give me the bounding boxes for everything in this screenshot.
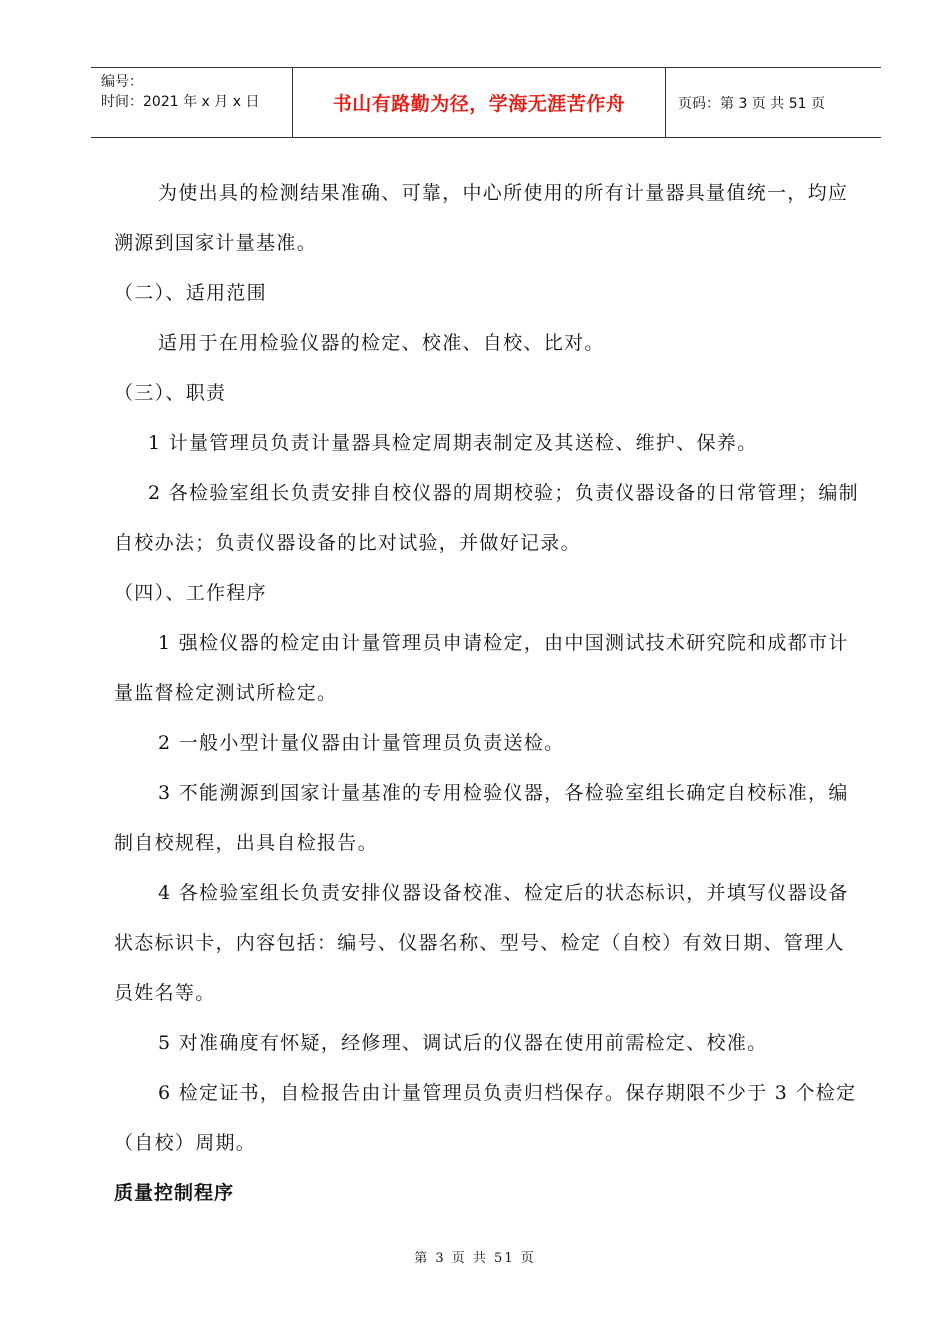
paragraph-purpose: 为使出具的检测结果准确、可靠，中心所使用的所有计量器具量值统一，均应溯源到国家计量基准。 (114, 182, 849, 254)
paragraph-duty-1: 1 计量管理员负责计量器具检定周期表制定及其送检、维护、保养。 (148, 432, 758, 454)
paragraph-procedure-2: 2 一般小型计量仪器由计量管理员负责送检。 (158, 732, 565, 754)
paragraph-duty-2: 2 各检验室组长负责安排自校仪器的周期校验；负责仪器设备的日常管理；编制自校办法；负责仪器设备的比对试验，并做好记录。 (114, 482, 859, 554)
paragraph-procedure-5: 5 对准确度有怀疑，经修理、调试后的仪器在使用前需检定、校准。 (158, 1032, 768, 1054)
paragraph-procedure-6: 6 检定证书，自检报告由计量管理员负责归档保存。保存期限不少于 3 个检定（自校）周期。 (114, 1082, 857, 1154)
number-label: 编号： (101, 74, 143, 90)
paragraph-procedure-3: 3 不能溯源到国家计量基准的专用检验仪器，各检验室组长确定自校标准，编制自校规程，出具自检报告。 (114, 782, 849, 854)
document-body (114, 168, 864, 1218)
page-footer (0, 1247, 950, 1266)
heading-procedure: （四）、工作程序 (114, 582, 267, 604)
section-title: 质量控制程序 (114, 1182, 235, 1204)
page-header (91, 67, 881, 138)
heading-duties: （三）、职责 (114, 382, 227, 404)
footer-page-number: 第 3 页 共 51 页 (414, 1251, 536, 1266)
time-label: 时间：2021 年 x 月 x 日 (101, 94, 260, 110)
header-page-label: 页码：第 3 页 共 51 页 (678, 95, 825, 112)
header-meta (91, 68, 293, 137)
heading-scope: （二）、适用范围 (114, 282, 267, 304)
paragraph-procedure-1: 1 强检仪器的检定由计量管理员申请检定，由中国测试技术研究院和成都市计量监督检定测试所检定。 (114, 632, 849, 704)
paragraph-procedure-4: 4 各检验室组长负责安排仪器设备校准、检定后的状态标识，并填写仪器设备状态标识卡，内容包括：编号、仪器名称、型号、检定（自校）有效日期、管理人员姓名等。 (114, 882, 849, 1004)
paragraph-scope: 适用于在用检验仪器的检定、校准、自校、比对。 (158, 332, 605, 354)
header-motto: 书山有路勤为径，学海无涯苦作舟 (293, 68, 666, 137)
